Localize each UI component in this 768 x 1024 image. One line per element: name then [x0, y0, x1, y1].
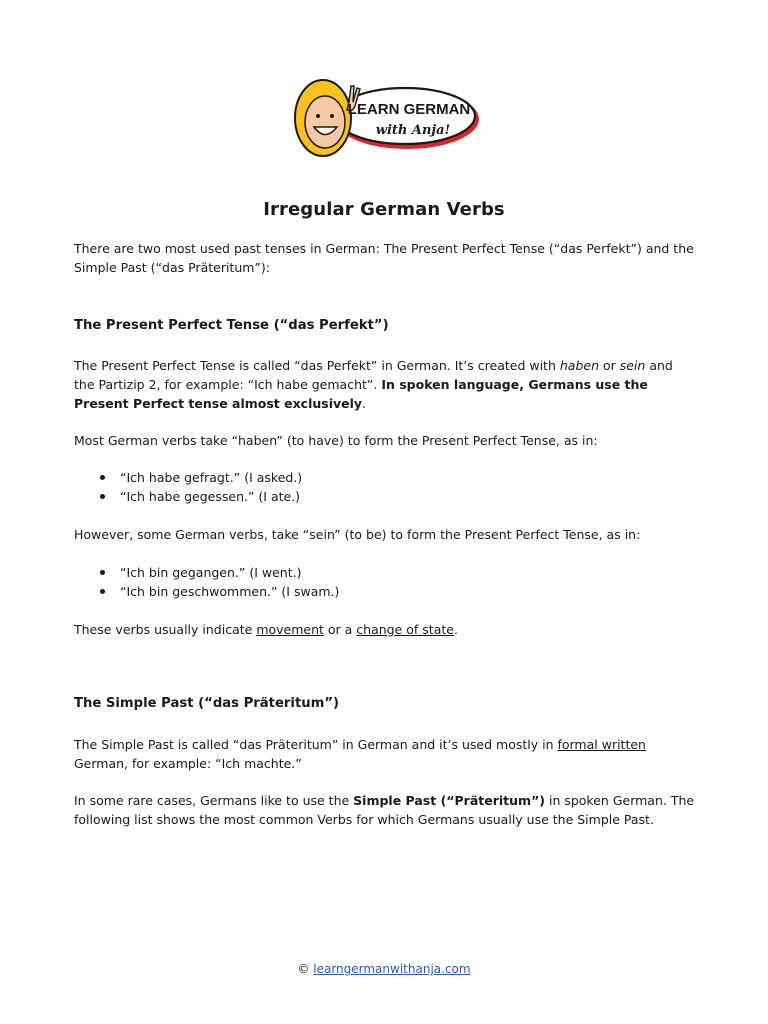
haben-word: haben	[559, 358, 599, 373]
bullet-icon	[100, 570, 105, 575]
praeteritum-heading: The Simple Past (“das Präteritum”)	[74, 696, 340, 711]
bullet-icon	[100, 589, 105, 594]
logo-line1: LEARN GERMAN	[347, 101, 471, 118]
list-item: “Ich habe gegessen.” (I ate.)	[74, 487, 302, 506]
perfekt-paragraph-2: Most German verbs take “haben” (to have) to form the Present Perfect Tense, as in:	[74, 433, 598, 448]
simple-past-emphasis: Simple Past (“Präteritum”)	[353, 793, 545, 808]
perfekt-emphasis: In spoken language, Germans use the Present Perfect tense almost exclusively	[74, 377, 648, 411]
perfekt-paragraph-1: The Present Perfect Tense is called “das Perfekt” in German. It’s created with haben or sein and the Partizip 2, for example: “Ich habe gemacht”. In spoken language, Germans use the Present Perfect tense almost exclusively.	[74, 358, 673, 411]
bullet-icon	[100, 475, 105, 480]
list-item: “Ich bin geschwommen.” (I swam.)	[74, 582, 339, 601]
list-item: “Ich habe gefragt.” (I asked.)	[74, 468, 302, 487]
perfekt-paragraph-3: However, some German verbs, take “sein” (to be) to form the Present Perfect Tense, as in:	[74, 527, 641, 542]
haben-examples-list	[74, 468, 302, 506]
learn-german-with-anja-logo	[287, 72, 483, 162]
page-title: Irregular German Verbs	[263, 199, 505, 220]
footer	[0, 962, 768, 976]
website-link[interactable]: learngermanwithanja.com	[313, 962, 471, 976]
intro-paragraph: There are two most used past tenses in German: The Present Perfect Tense (“das Perfekt”) and the Simple Past (“das Präteritum”):	[74, 241, 694, 275]
movement-term: movement	[256, 622, 324, 637]
sein-examples-list	[74, 563, 339, 601]
formal-written-term: formal written	[557, 737, 646, 752]
praeteritum-paragraph-1: The Simple Past is called “das Präteritum” in German and it’s used mostly in formal written German, for example: “Ich machte.”	[74, 737, 646, 771]
praeteritum-paragraph-2: In some rare cases, Germans like to use the Simple Past (“Präteritum”) in spoken German. The following list shows the most common Verbs for which Germans usually use the Simple Past.	[74, 793, 695, 827]
perfekt-heading: The Present Perfect Tense (“das Perfekt”)	[74, 318, 389, 333]
bullet-icon	[100, 494, 105, 499]
perfekt-paragraph-4: These verbs usually indicate movement or a change of state.	[74, 622, 458, 637]
copyright-symbol: ©	[297, 962, 310, 976]
logo-line2: with Anja!	[375, 123, 451, 138]
list-item: “Ich bin gegangen.” (I went.)	[74, 563, 339, 582]
change-of-state-term: change of state	[356, 622, 454, 637]
sein-word: sein	[619, 358, 646, 373]
